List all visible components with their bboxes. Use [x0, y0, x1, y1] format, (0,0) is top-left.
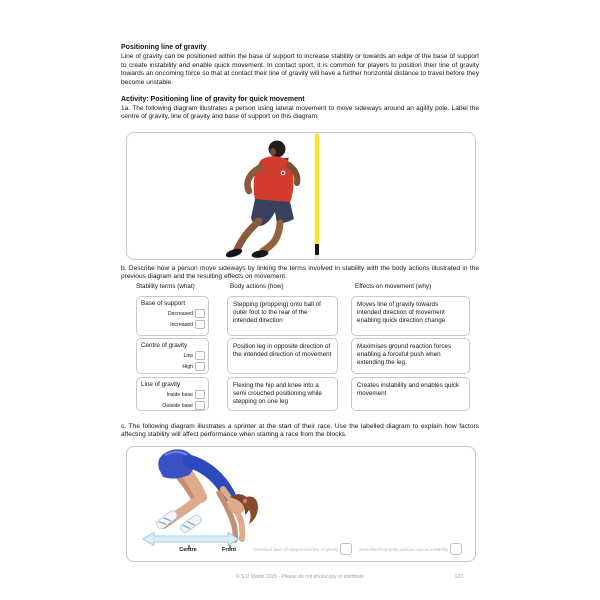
- effect-box-1: Moves line of gravity towards intended direction of movement enabling quick direction change: [351, 296, 470, 336]
- effect-box-3: Creates instability and enables quick movement: [351, 377, 470, 411]
- option-label: Increased: [170, 321, 193, 328]
- runner-figure-icon: [225, 141, 298, 260]
- body-action-box-1: Stepping (propping) onto ball of outer foot to the rear of the intended direction: [227, 296, 338, 336]
- activity-heading: Activity: Positioning line of gravity for quick movement: [121, 96, 305, 103]
- footer-copyright: © S D Martin 2026 - Please do not photocopy or distribute: [235, 574, 365, 580]
- checkbox-inside-base[interactable]: [195, 390, 205, 399]
- question-c: c. The following diagram illustrates a sprinter at the start of their race. Use the labelled diagram to explain how factors affecting stability will affect performance when starting a race from the blocks.: [121, 423, 479, 439]
- option-label: Low: [183, 352, 193, 359]
- term-label: Line of gravity: [141, 381, 181, 388]
- column-header-stability-terms: Stability terms (what): [136, 283, 195, 290]
- checkbox-outside-base[interactable]: [195, 401, 205, 410]
- term-box-base-of-support: [136, 296, 209, 336]
- runner-and-pole-illustration: [127, 133, 475, 259]
- term-label: Base of support: [141, 300, 186, 307]
- checkbox-low[interactable]: [195, 351, 205, 360]
- option-label: Outside base: [162, 402, 193, 409]
- check-item-label-base-support: Described base of support and line of gravity: [252, 547, 338, 552]
- checkbox-decreased[interactable]: [195, 309, 205, 318]
- intro-paragraph: Line of gravity can be positioned within the base of support to increase stability or towards an edge of the base of support to create instability and enable quick movement. In contact sport, it is common for players to position their line of gravity towards an oncoming force so that at contact their line of gravity will have a further horizontal distance to travel before they become unstable.: [121, 53, 479, 86]
- effect-box-2: Maximises ground reaction forces enabling a forceful push when extending the leg.: [351, 338, 470, 374]
- sprinter-diagram-frame: [126, 446, 476, 562]
- option-label: Decreased: [167, 310, 193, 317]
- page-number: 120: [454, 574, 463, 580]
- body-action-box-2: Position leg in opposite direction of the intended direction of movement: [227, 338, 338, 374]
- term-box-line-of-gravity: [136, 377, 209, 411]
- agility-pole-icon: [315, 134, 319, 259]
- column-header-body-actions: Body actions (how): [230, 283, 284, 290]
- arrow-label-centre: Centre: [179, 547, 197, 553]
- checkbox-described-base-support[interactable]: [340, 543, 352, 555]
- column-header-effects: Effects on movement (why): [355, 283, 432, 290]
- option-label: High: [182, 363, 193, 370]
- check-item-label-instability: Described how body position causes instability: [359, 547, 448, 552]
- question-1a: 1a. The following diagram illustrates a person using lateral movement to move sideways around an agility pole. Label the centre of gravity, line of gravity and base of support on this diagram.: [121, 105, 479, 121]
- term-box-centre-of-gravity: [136, 338, 209, 374]
- question-b: b. Describe how a person move sideways by linking the terms involved in stability with the body actions illustrated in the previous diagram and the resulting effects on movement.: [121, 265, 479, 281]
- term-label: Centre of gravity: [141, 342, 188, 349]
- sprinter-figure-icon: [155, 449, 258, 540]
- body-action-box-3: Flexing the hip and knee into a semi crouched positioning while stepping on one leg: [227, 377, 338, 411]
- checkbox-described-instability[interactable]: [450, 543, 462, 555]
- agility-diagram-frame: [126, 132, 476, 260]
- arrow-label-front: Front: [221, 547, 237, 553]
- sprinter-illustration: [127, 447, 475, 561]
- page-title: Positioning line of gravity: [121, 44, 207, 51]
- checkbox-high[interactable]: [195, 362, 205, 371]
- option-label: Inside base: [166, 391, 193, 398]
- checkbox-increased[interactable]: [195, 320, 205, 329]
